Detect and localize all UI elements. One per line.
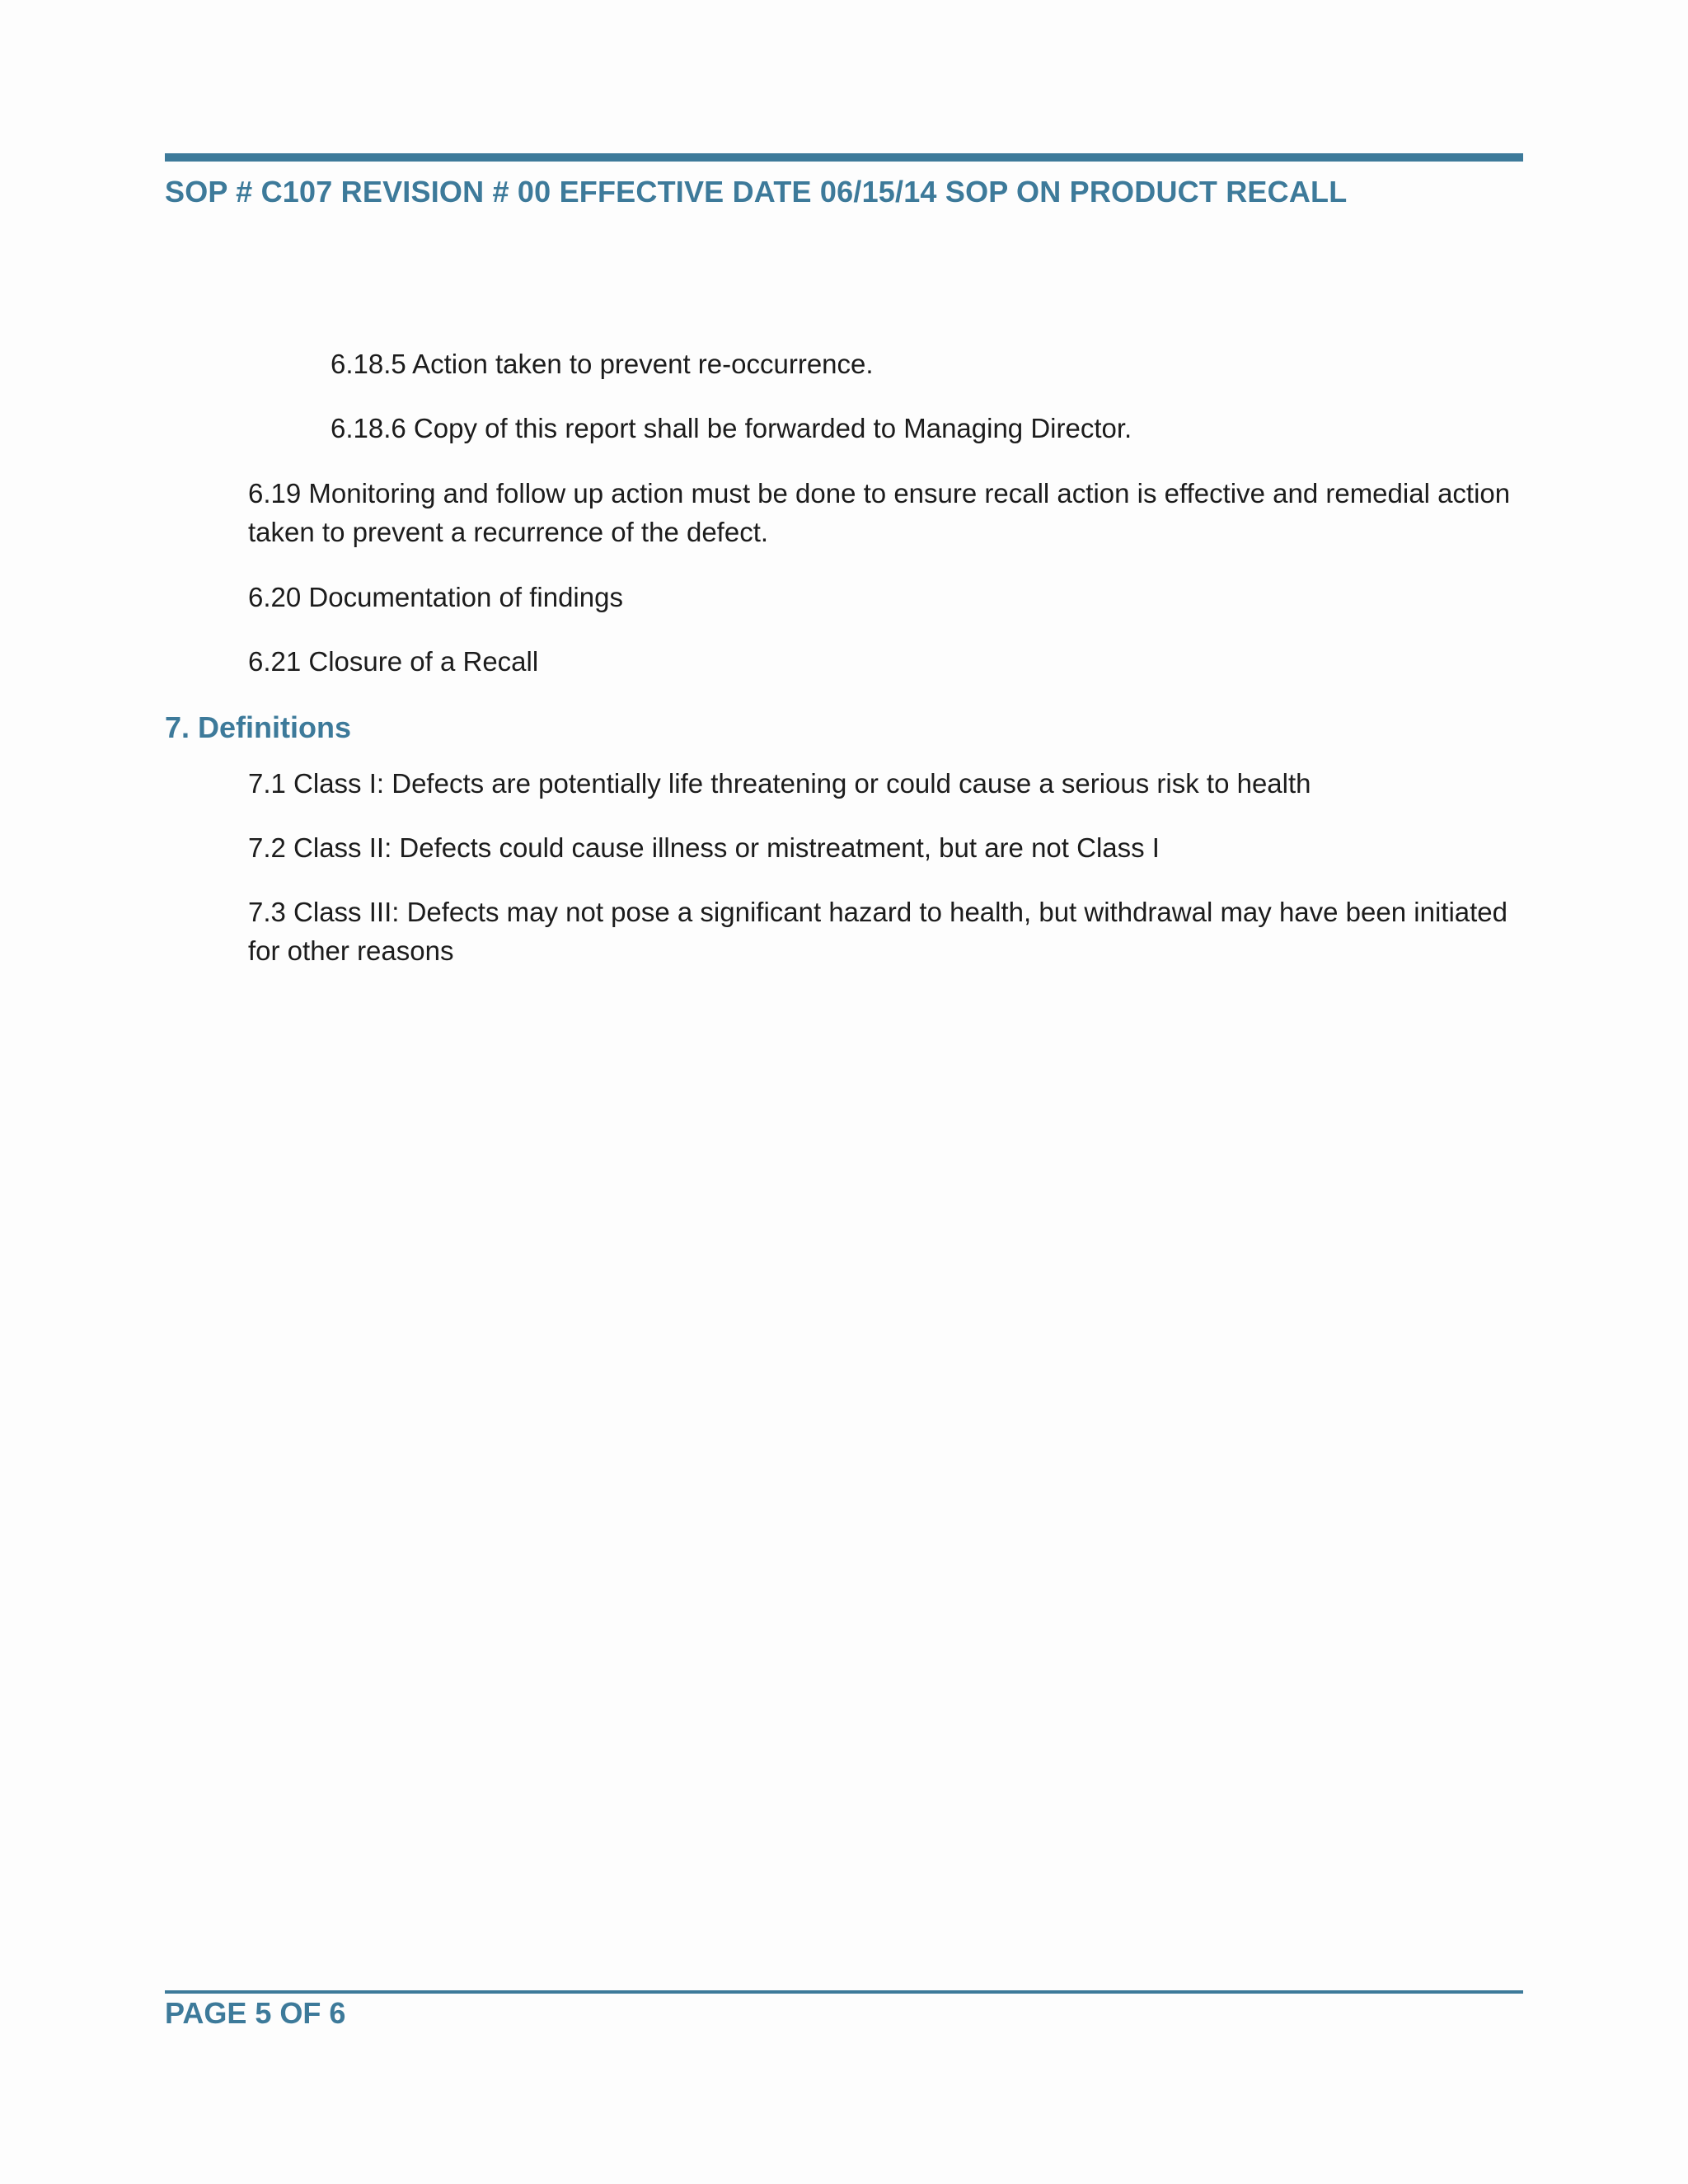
list-item-6-20: 6.20 Documentation of findings	[248, 582, 623, 612]
document-header-title: SOP # C107 REVISION # 00 EFFECTIVE DATE 06/15/14 SOP ON PRODUCT RECALL	[165, 175, 1348, 209]
list-item-6-21: 6.21 Closure of a Recall	[248, 646, 539, 677]
list-item-6-19: 6.19 Monitoring and follow up action must be done to ensure recall action is effective and remedial action taken to prevent a recurrence of the defect.	[248, 478, 1511, 547]
definition-class-1: 7.1 Class I: Defects are potentially life threatening or could cause a serious risk to health	[248, 768, 1311, 799]
section-heading-definitions: 7. Definitions	[165, 710, 352, 744]
list-item-6-18-6: 6.18.6 Copy of this report shall be forwarded to Managing Director.	[331, 413, 1132, 443]
definition-class-3: 7.3 Class III: Defects may not pose a significant hazard to health, but withdrawal may have been initiated for other reasons	[248, 897, 1508, 966]
page-number: PAGE 5 OF 6	[165, 1996, 346, 2030]
definition-class-2: 7.2 Class II: Defects could cause illness or mistreatment, but are not Class I	[248, 832, 1160, 863]
header-rule	[165, 153, 1523, 162]
list-item-6-18-5: 6.18.5 Action taken to prevent re-occurrence.	[331, 349, 874, 379]
footer-rule	[165, 1990, 1523, 1994]
